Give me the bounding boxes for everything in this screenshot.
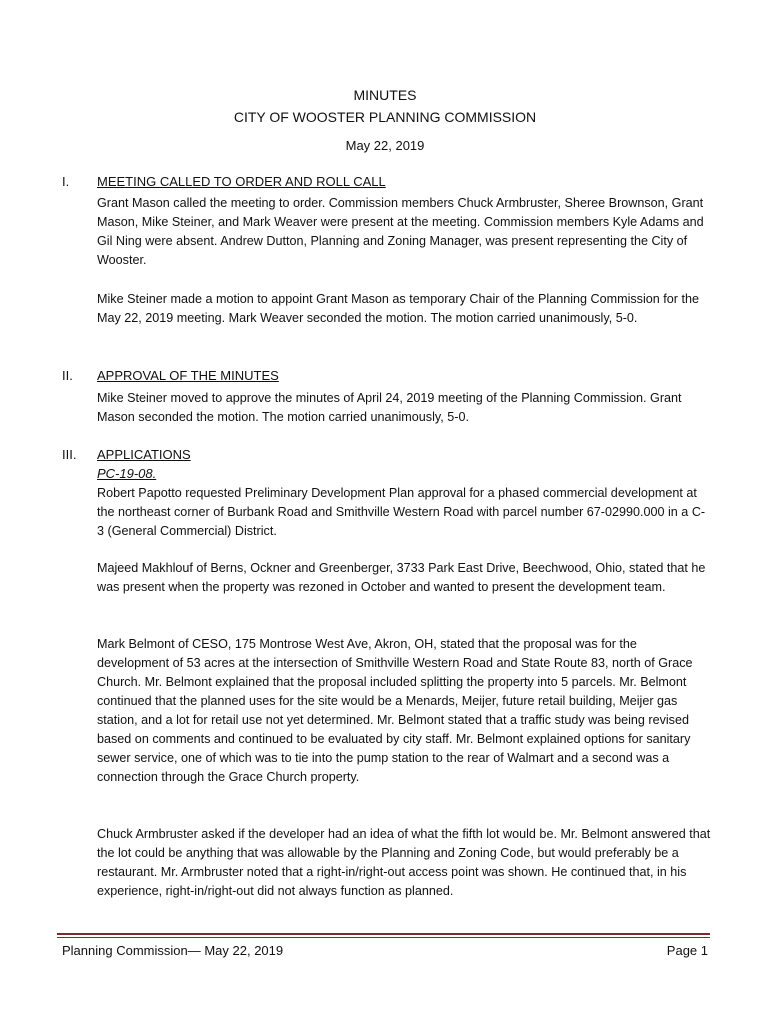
page-number: Page 1 [666, 943, 708, 958]
document-title: MINUTES [353, 87, 417, 103]
section-heading: APPROVAL OF THE MINUTES [97, 368, 279, 383]
paragraph: Chuck Armbruster asked if the developer had an idea of what the fifth lot would be. Mr. Belmont answered that the lot could be anything that was allowable by the Planning and Zoning Code, but would preferably be a restaurant. Mr. Armbruster noted that a right-in/right-out access point was shown. He continued that, in his experience, right-in/right-out did not always function as planned. [97, 827, 711, 898]
section-heading: MEETING CALLED TO ORDER AND ROLL CALL [97, 174, 386, 189]
section-numeral: III. [62, 447, 77, 462]
paragraph: Mike Steiner made a motion to appoint Grant Mason as temporary Chair of the Planning Commission for the May 22, 2019 meeting. Mark Weaver seconded the motion. The motion carried unanimously, 5-0. [97, 292, 699, 325]
section-heading: APPLICATIONS [97, 447, 191, 462]
paragraph: Majeed Makhlouf of Berns, Ockner and Greenberger, 3733 Park East Drive, Beechwood, Ohio, stated that he was present when the property was rezoned in October and wanted to present the development team. [97, 561, 706, 594]
meeting-date: May 22, 2019 [345, 138, 425, 153]
paragraph: Grant Mason called the meeting to order. Commission members Chuck Armbruster, Sheree Brownson, Grant Mason, Mike Steiner, and Mark Weaver were present at the meeting. Commission members Kyle Adams and Gil Ning were absent. Andrew Dutton, Planning and Zoning Manager, was present representing the City of Wooster. [97, 196, 704, 267]
section-numeral: II. [62, 368, 73, 383]
footer-divider [57, 933, 710, 935]
section-numeral: I. [62, 174, 70, 189]
document-subtitle: CITY OF WOOSTER PLANNING COMMISSION [233, 109, 537, 125]
footer-label: Planning Commission— May 22, 2019 [62, 943, 284, 958]
application-number: PC-19-08. [97, 466, 157, 481]
paragraph: Mike Steiner moved to approve the minutes of April 24, 2019 meeting of the Planning Commission. Grant Mason seconded the motion. The motion carried unanimously, 5-0. [97, 391, 682, 424]
paragraph: Robert Papotto requested Preliminary Development Plan approval for a phased commercial development at the northeast corner of Burbank Road and Smithville Western Road with parcel number 67-02990.000 in a C-3 (General Commercial) District. [97, 486, 706, 538]
paragraph: Mark Belmont of CESO, 175 Montrose West Ave, Akron, OH, stated that the proposal was for the development of 53 acres at the intersection of Smithville Western Road and State Route 83, north of Grace Church. Mr. Belmont explained that the proposal included splitting the property into 5 parcels. Mr. Belmont continued that the planned uses for the site would be a Menards, Meijer, future retail building, Meijer gas station, and a lot for retail use not yet determined. Mr. Belmont stated that a traffic study was being revised based on comments and continued to be evaluated by city staff. Mr. Belmont explained options for sanitary sewer service, one of which was to tie into the pump station to the rear of Walmart and a second was a connection through the Grace Church property. [97, 637, 693, 784]
footer-divider-thin [57, 937, 710, 938]
